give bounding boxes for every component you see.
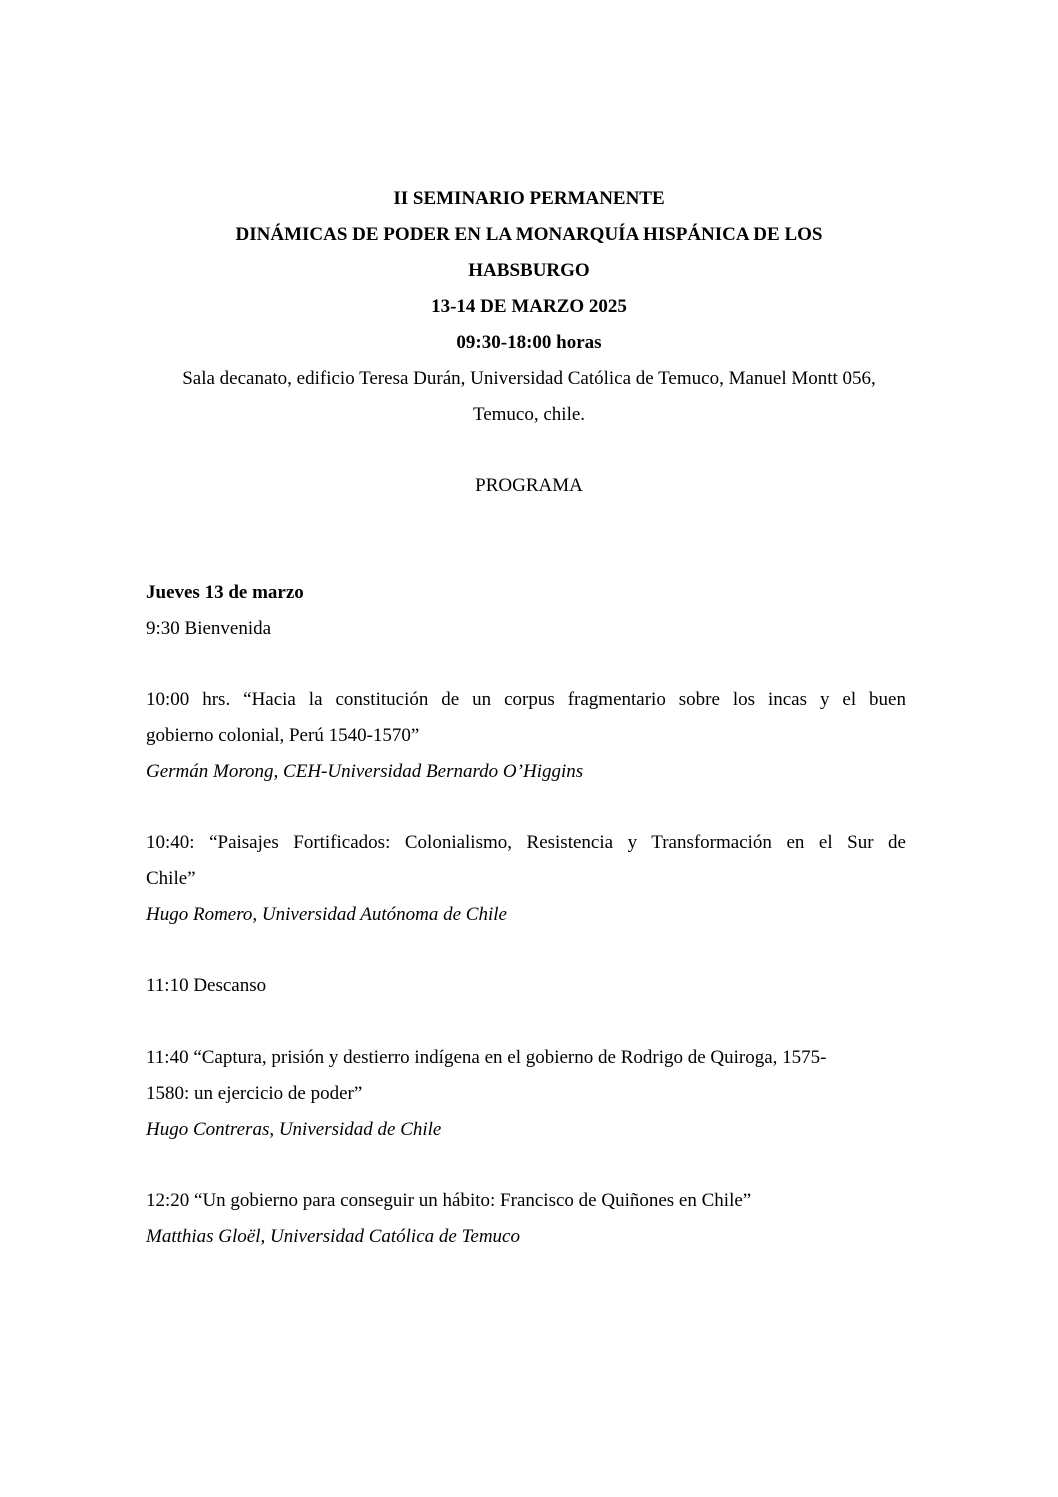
seminar-subtitle-line2: HABSBURGO	[468, 260, 590, 281]
seminar-hours: 09:30-18:00 horas	[456, 332, 602, 353]
talk-2-title-line2: Chile”	[146, 868, 196, 889]
welcome-item: 9:30 Bienvenida	[146, 618, 272, 639]
day-heading: Jueves 13 de marzo	[146, 582, 304, 603]
talk-2-speaker: Hugo Romero, Universidad Autónoma de Chile	[146, 904, 507, 925]
seminar-dates: 13-14 DE MARZO 2025	[431, 296, 627, 317]
talk-3-speaker: Hugo Contreras, Universidad de Chile	[146, 1119, 442, 1140]
venue-line2: Temuco, chile.	[472, 404, 586, 425]
talk-3-title-line1: 11:40 “Captura, prisión y destierro indígena en el gobierno de Rodrigo de Quiroga, 1575-	[146, 1047, 827, 1068]
break-item: 11:10 Descanso	[146, 975, 267, 996]
talk-2-title-line1: 10:40: “Paisajes Fortificados: Colonialismo, Resistencia y Transformación en el Sur de	[146, 832, 906, 853]
programa-heading: PROGRAMA	[475, 475, 583, 496]
talk-1-title-line2: gobierno colonial, Perú 1540-1570”	[146, 725, 420, 746]
seminar-subtitle-line1: DINÁMICAS DE PODER EN LA MONARQUÍA HISPÁNICA DE LOS	[235, 224, 823, 245]
talk-3-title-line2: 1580: un ejercicio de poder”	[146, 1083, 363, 1104]
talk-4-speaker: Matthias Gloël, Universidad Católica de Temuco	[146, 1226, 520, 1247]
venue-line1: Sala decanato, edificio Teresa Durán, Universidad Católica de Temuco, Manuel Montt 056,	[182, 368, 876, 389]
seminar-title: II SEMINARIO PERMANENTE	[393, 188, 665, 209]
talk-1-title-line1: 10:00 hrs. “Hacia la constitución de un corpus fragmentario sobre los incas y el buen	[146, 689, 906, 710]
talk-4-title-line1: 12:20 “Un gobierno para conseguir un hábito: Francisco de Quiñones en Chile”	[146, 1190, 752, 1211]
talk-1-speaker: Germán Morong, CEH-Universidad Bernardo O’Higgins	[146, 761, 584, 782]
